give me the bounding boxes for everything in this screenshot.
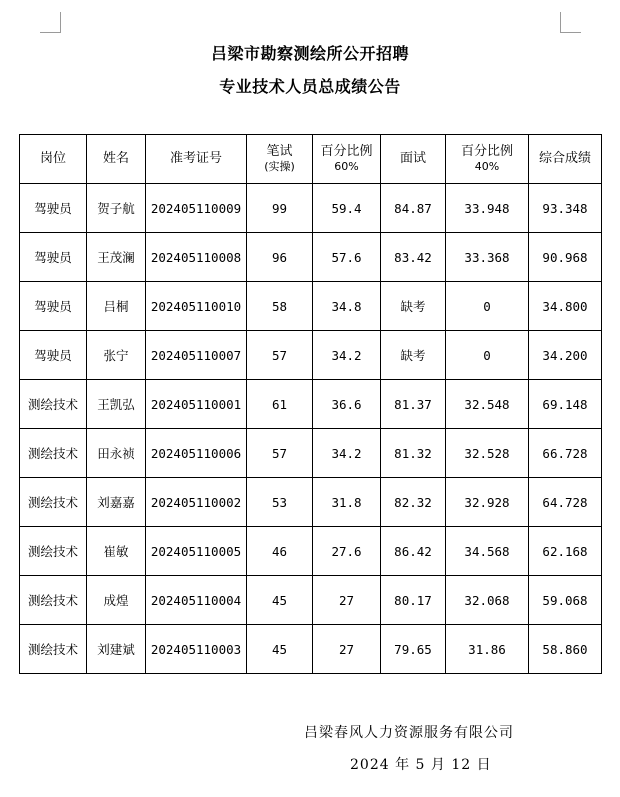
table-row bbox=[20, 625, 602, 674]
document-title-line-2: 专业技术人员总成绩公告 bbox=[219, 77, 401, 96]
table-row bbox=[20, 478, 602, 527]
cell-name: 王茂澜 bbox=[87, 233, 146, 282]
header-name: 姓名 bbox=[87, 135, 146, 184]
cell-interview-pct: 34.568 bbox=[446, 527, 529, 576]
cell-written: 46 bbox=[247, 527, 313, 576]
cell-exam-id: 202405110005 bbox=[146, 527, 247, 576]
cell-written-pct: 27 bbox=[313, 625, 381, 674]
cell-interview: 81.37 bbox=[381, 380, 446, 429]
header-written: 笔试 (实操) bbox=[247, 135, 313, 184]
cell-interview: 缺考 bbox=[381, 282, 446, 331]
cell-total: 34.200 bbox=[529, 331, 602, 380]
cell-interview: 81.32 bbox=[381, 429, 446, 478]
cell-written-pct: 34.2 bbox=[313, 429, 381, 478]
cell-written-pct: 31.8 bbox=[313, 478, 381, 527]
cell-interview: 86.42 bbox=[381, 527, 446, 576]
cell-interview: 83.42 bbox=[381, 233, 446, 282]
document-title-line-1: 吕梁市勘察测绘所公开招聘 bbox=[210, 44, 409, 63]
cell-interview: 84.87 bbox=[381, 184, 446, 233]
header-total: 综合成绩 bbox=[529, 135, 602, 184]
table-row bbox=[20, 233, 602, 282]
cell-total: 66.728 bbox=[529, 429, 602, 478]
cell-written: 57 bbox=[247, 331, 313, 380]
cell-name: 刘嘉嘉 bbox=[87, 478, 146, 527]
cell-name: 贺子航 bbox=[87, 184, 146, 233]
cell-name: 田永祯 bbox=[87, 429, 146, 478]
issuer-company: 吕梁春风人力资源服务有限公司 bbox=[304, 725, 514, 741]
cell-interview-pct: 33.948 bbox=[446, 184, 529, 233]
cell-exam-id: 202405110006 bbox=[146, 429, 247, 478]
cell-exam-id: 202405110010 bbox=[146, 282, 247, 331]
cell-interview: 79.65 bbox=[381, 625, 446, 674]
cell-position: 驾驶员 bbox=[20, 233, 87, 282]
cell-interview-pct: 31.86 bbox=[446, 625, 529, 674]
cell-total: 69.148 bbox=[529, 380, 602, 429]
cell-interview-pct: 0 bbox=[446, 282, 529, 331]
header-interview-pct: 百分比例 40% bbox=[446, 135, 529, 184]
cell-written: 57 bbox=[247, 429, 313, 478]
cell-total: 64.728 bbox=[529, 478, 602, 527]
cell-exam-id: 202405110004 bbox=[146, 576, 247, 625]
cell-position: 测绘技术 bbox=[20, 576, 87, 625]
cell-written-pct: 27.6 bbox=[313, 527, 381, 576]
cell-interview: 82.32 bbox=[381, 478, 446, 527]
cell-total: 59.068 bbox=[529, 576, 602, 625]
cell-position: 驾驶员 bbox=[20, 184, 87, 233]
table-row bbox=[20, 331, 602, 380]
cell-written-pct: 27 bbox=[313, 576, 381, 625]
score-table bbox=[19, 134, 602, 674]
cell-written: 99 bbox=[247, 184, 313, 233]
cell-interview-pct: 32.928 bbox=[446, 478, 529, 527]
header-position: 岗位 bbox=[20, 135, 87, 184]
header-written-pct: 百分比例 60% bbox=[313, 135, 381, 184]
cell-name: 张宁 bbox=[87, 331, 146, 380]
table-row bbox=[20, 527, 602, 576]
cell-exam-id: 202405110007 bbox=[146, 331, 247, 380]
cell-position: 测绘技术 bbox=[20, 429, 87, 478]
cell-interview-pct: 32.528 bbox=[446, 429, 529, 478]
cell-written: 58 bbox=[247, 282, 313, 331]
cell-exam-id: 202405110003 bbox=[146, 625, 247, 674]
cell-written: 53 bbox=[247, 478, 313, 527]
cell-total: 34.800 bbox=[529, 282, 602, 331]
cell-interview-pct: 32.068 bbox=[446, 576, 529, 625]
cell-name: 王凯弘 bbox=[87, 380, 146, 429]
cell-position: 测绘技术 bbox=[20, 380, 87, 429]
cell-total: 62.168 bbox=[529, 527, 602, 576]
cell-exam-id: 202405110009 bbox=[146, 184, 247, 233]
cell-written: 45 bbox=[247, 625, 313, 674]
cell-total: 93.348 bbox=[529, 184, 602, 233]
cell-name: 崔敏 bbox=[87, 527, 146, 576]
cell-interview-pct: 32.548 bbox=[446, 380, 529, 429]
cell-written: 96 bbox=[247, 233, 313, 282]
cell-written-pct: 59.4 bbox=[313, 184, 381, 233]
cell-interview: 80.17 bbox=[381, 576, 446, 625]
cell-interview-pct: 33.368 bbox=[446, 233, 529, 282]
cell-name: 吕桐 bbox=[87, 282, 146, 331]
table-row bbox=[20, 429, 602, 478]
cell-name: 成煌 bbox=[87, 576, 146, 625]
cell-written-pct: 36.6 bbox=[313, 380, 381, 429]
table-row bbox=[20, 184, 602, 233]
cell-name: 刘建斌 bbox=[87, 625, 146, 674]
cell-position: 测绘技术 bbox=[20, 527, 87, 576]
cell-written-pct: 57.6 bbox=[313, 233, 381, 282]
header-interview: 面试 bbox=[381, 135, 446, 184]
cell-total: 58.860 bbox=[529, 625, 602, 674]
cell-total: 90.968 bbox=[529, 233, 602, 282]
cell-written-pct: 34.8 bbox=[313, 282, 381, 331]
issue-date: 2024 年 5 月 12 日 bbox=[350, 757, 492, 773]
table-row bbox=[20, 282, 602, 331]
cell-exam-id: 202405110002 bbox=[146, 478, 247, 527]
cell-exam-id: 202405110001 bbox=[146, 380, 247, 429]
cell-position: 测绘技术 bbox=[20, 478, 87, 527]
cell-exam-id: 202405110008 bbox=[146, 233, 247, 282]
crop-mark-top-right bbox=[560, 12, 581, 33]
cell-position: 测绘技术 bbox=[20, 625, 87, 674]
cell-interview-pct: 0 bbox=[446, 331, 529, 380]
cell-written: 45 bbox=[247, 576, 313, 625]
cell-position: 驾驶员 bbox=[20, 331, 87, 380]
header-exam-id: 准考证号 bbox=[146, 135, 247, 184]
table-row bbox=[20, 380, 602, 429]
cell-written-pct: 34.2 bbox=[313, 331, 381, 380]
crop-mark-top-left bbox=[40, 12, 61, 33]
table-row bbox=[20, 576, 602, 625]
cell-interview: 缺考 bbox=[381, 331, 446, 380]
table-header-row bbox=[20, 135, 602, 184]
cell-written: 61 bbox=[247, 380, 313, 429]
cell-position: 驾驶员 bbox=[20, 282, 87, 331]
